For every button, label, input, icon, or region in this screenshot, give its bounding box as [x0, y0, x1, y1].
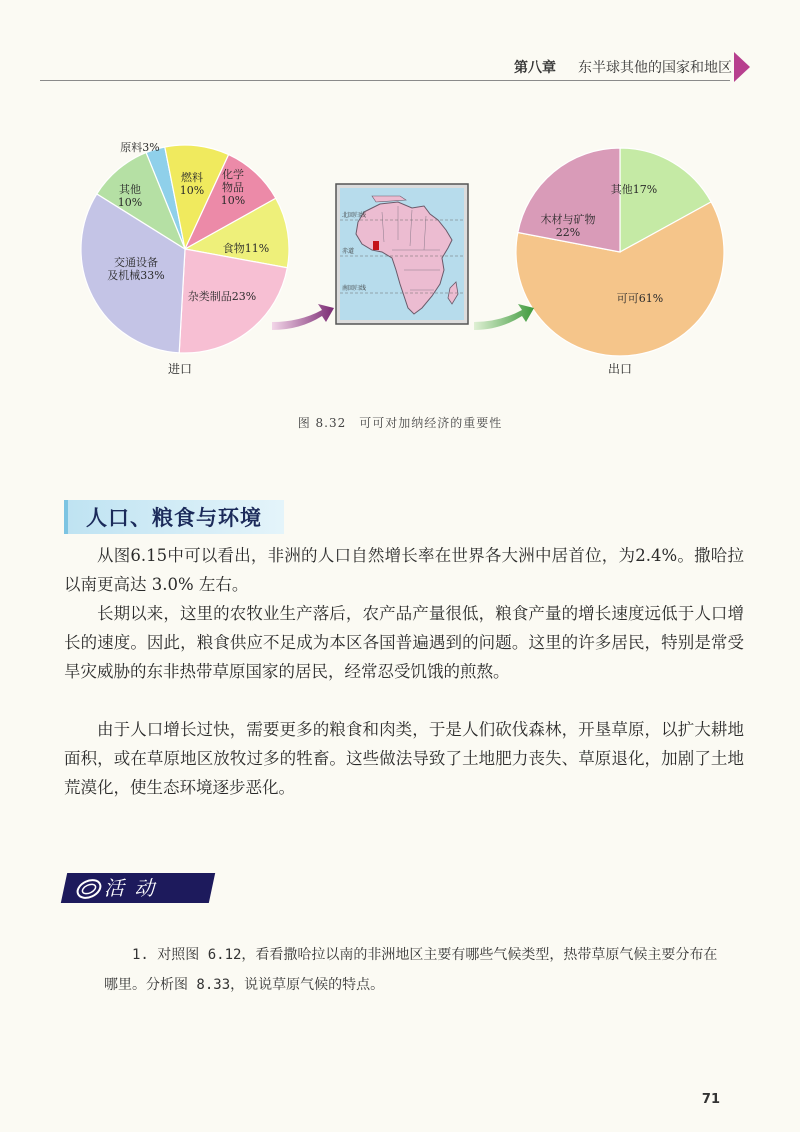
map-label-tropic-capricorn: 南回归线: [342, 285, 367, 292]
map-label-equator: 赤道: [342, 248, 355, 255]
paragraph-text: 从图6.15中可以看出，非洲的人口自然增长率在世界各大洲中居首位，为2.4%。撒哈拉以南更高达 3.0% 左右。: [64, 546, 744, 594]
pie-slice-label: 杂类制品23%: [187, 290, 257, 303]
activity-question-text: 1. 对照图 6.12，看看撒哈拉以南的非洲地区主要有哪些气候类型，热带草原气候主要分布在哪里。分析图 8.33，说说草原气候的特点。: [104, 947, 718, 993]
section-title: 人口、粮食与环境: [64, 500, 284, 534]
pie-slice-label: 原料3%: [120, 141, 160, 154]
import-pie-chart: [81, 140, 289, 376]
header-tab-marker: [734, 52, 750, 82]
arrow-map-to-export: [474, 304, 534, 330]
arrow-import-to-map: [272, 304, 334, 330]
chapter-title: 东半球其他的国家和地区: [578, 60, 732, 76]
map-label-tropic-cancer: 北回归线: [342, 212, 367, 219]
chapter-label: 第八章: [514, 60, 556, 76]
pie-slice-label: 食物11%: [222, 242, 270, 255]
pie-title: 出口: [607, 362, 633, 376]
pie-slice-label: 其他 10%: [117, 183, 143, 209]
page-header: [514, 56, 732, 78]
pie-slice-label: 其他17%: [610, 183, 658, 196]
header-divider: [40, 80, 730, 81]
activity-question: [104, 940, 724, 1000]
pie-slice-label: 木材与矿物 22%: [540, 213, 596, 239]
pie-slice-label: 交通设备及机械33%: [107, 256, 165, 282]
page-number: 71: [701, 1092, 720, 1107]
paragraph-2: [64, 599, 744, 686]
figure-caption: 图 8.32 可可对加纳经济的重要性: [297, 416, 503, 430]
activity-label: 活 动: [104, 876, 157, 900]
paragraph-1: [64, 541, 744, 599]
paragraph-3: [64, 715, 744, 802]
paragraph-text: 长期以来，这里的农牧业生产落后，农产品产量很低，粮食产量的增长速度远低于人口增长的速度。因此，粮食供应不足成为本区各国普遍遇到的问题。这里的许多居民，特别是常受旱灾威胁的东非热带草原国家的居民，经常忍受饥饿的煎熬。: [64, 604, 744, 681]
pie-title: 进口: [167, 362, 193, 376]
pie-slice-label: 可可61%: [616, 292, 664, 305]
figure-8-32: [0, 100, 800, 400]
pie-slice-label: 化学物品 10%: [220, 168, 246, 207]
africa-map: [336, 184, 468, 324]
pie-slice-label: 燃料 10%: [179, 171, 205, 197]
paragraph-text: 由于人口增长过快，需要更多的粮食和肉类，于是人们砍伐森林，开垦草原，以扩大耕地面积，或在草原地区放牧过多的牲畜。这些做法导致了土地肥力丧失、草原退化，加剧了土地荒漠化，使生态环境逐步恶化。: [64, 720, 744, 797]
export-pie-chart: [516, 148, 724, 376]
ghana-highlight: [373, 241, 379, 250]
activity-swirl-icon: [74, 876, 104, 902]
